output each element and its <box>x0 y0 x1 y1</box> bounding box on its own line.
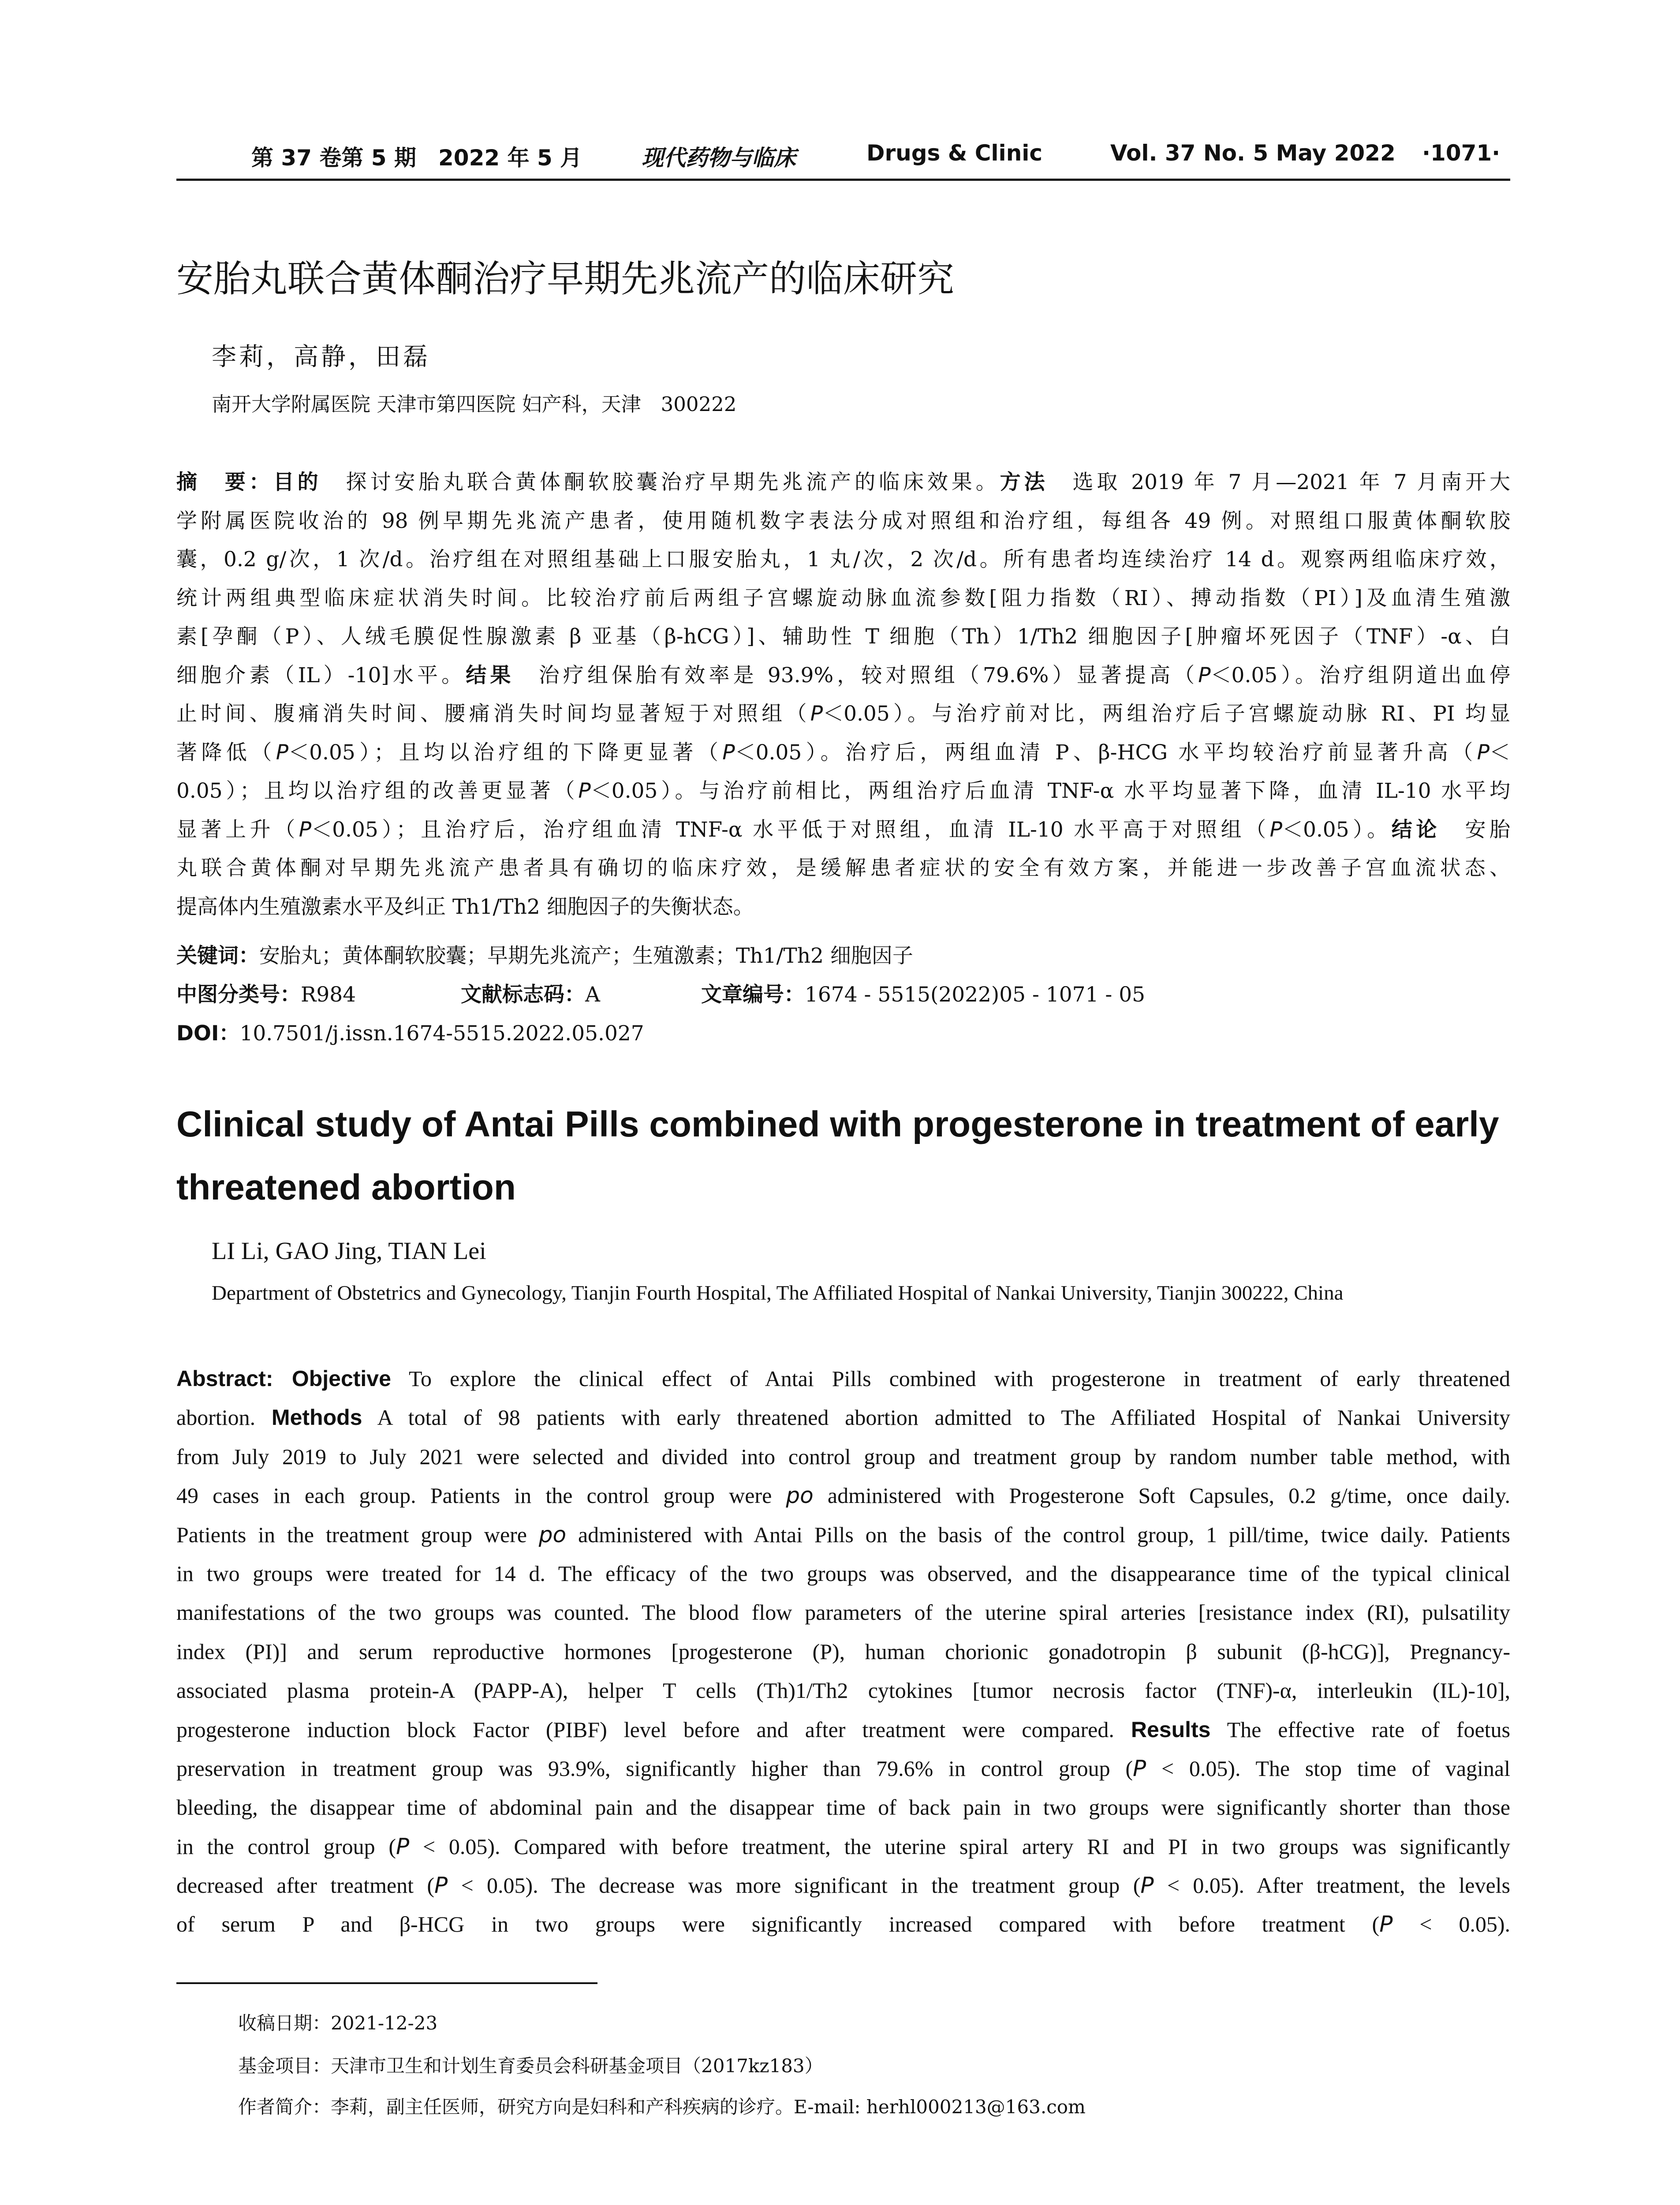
abstract-section-label: Objective <box>291 1366 391 1391</box>
abstract-text: bleeding, the disappear time of abdominal pain and the disappear time of back pain in two groups were significantly shorter than those <box>176 1795 1510 1820</box>
abstract-text: < 0.05). Compared with before treatment, the uterine spiral artery RI and PI in two groups was significantly <box>409 1834 1510 1859</box>
abstract-line <box>176 579 1510 618</box>
abstract-text: 选取 2019 年 7 月—2021 年 7 月南开大 <box>1048 470 1511 494</box>
doi-label: DOI： <box>176 1021 240 1046</box>
abstract-text: of serum P and β-HCG in two groups were significantly increased compared with before treatment ( <box>176 1912 1380 1937</box>
abstract-line <box>176 1476 1510 1515</box>
keywords-value: 安胎丸；黄体酮软胶囊；早期先兆流产；生殖激素；Th1/Th2 细胞因子 <box>259 944 913 968</box>
cn-title: 安胎丸联合黄体酮治疗早期先兆流产的临床研究 <box>176 257 955 300</box>
abstract-line <box>176 1905 1510 1943</box>
abstract-line <box>176 849 1510 888</box>
abstract-line <box>176 1593 1510 1632</box>
footnote-fund <box>238 2052 823 2078</box>
artno-value: 1674 - 5515(2022)05 - 1071 - 05 <box>805 983 1146 1007</box>
abstract-line <box>176 1632 1510 1671</box>
abstract-text: ＜0.05）。治疗组阴道出血停 <box>1210 663 1510 688</box>
cn-classification <box>176 978 356 1008</box>
cn-doc-code <box>461 978 600 1008</box>
abstract-text: progesterone induction block Factor (PIBF) level before and after treatment were compared. <box>176 1717 1131 1742</box>
abstract-text: 囊，0.2 g/次，1 次/d。治疗组在对照组基础上口服安胎丸，1 丸/次，2 次/d。所有患者均连续治疗 14 d。观察两组临床疗效， <box>176 547 1510 572</box>
en-abstract <box>176 1359 1510 1944</box>
abstract-section-label: Methods <box>271 1405 362 1430</box>
abstract-label: 摘 要： <box>176 470 273 494</box>
cn-authors: 李莉，高静，田磊 <box>212 343 430 371</box>
abstract-text: ＜0.05）。治疗后，两组血清 P、β-HCG 水平均较治疗前显著升高（ <box>735 740 1477 765</box>
abstract-line <box>176 1710 1510 1749</box>
abstract-text: in two groups were treated for 14 d. The efficacy of the two groups was observed, and the disappearance time of the typical clinical <box>176 1561 1510 1586</box>
abstract-text: index (PI)] and serum reproductive hormones [progesterone (P), human chorionic gonadotropin β subunit (β-hCG)], Pregnancy- <box>176 1639 1510 1664</box>
keywords-label: 关键词： <box>176 944 259 968</box>
abstract-section-label: Results <box>1131 1717 1211 1742</box>
bio-label: 作者简介： <box>238 2096 331 2118</box>
abstract-line <box>176 1827 1510 1866</box>
abstract-text: 0.05）；且均以治疗组的改善更显著（ <box>176 779 579 803</box>
abstract-text: P <box>299 817 312 842</box>
abstract-text: ＜0.05）。与治疗前相比，两组治疗后血清 TNF-α 水平均显著下降，血清 IL-10 水平均 <box>590 779 1510 803</box>
abstract-text: P <box>1198 663 1211 688</box>
abstract-text: Patients in the treatment group were <box>176 1522 539 1547</box>
abstract-text: ＜0.05）；且治疗后，治疗组血清 TNF-α 水平低于对照组，血清 IL-10 水平高于对照组（ <box>311 817 1270 842</box>
abstract-line <box>176 1866 1510 1905</box>
abstract-text: decreased after treatment ( <box>176 1873 435 1898</box>
abstract-text: from July 2019 to July 2021 were selected and divided into control group and treatment group by random number table method, with <box>176 1444 1510 1469</box>
abstract-text: P <box>396 1833 410 1859</box>
abstract-line <box>176 656 1510 695</box>
footnote-received <box>238 2009 437 2035</box>
abstract-text: P <box>578 779 591 803</box>
abstract-text: P <box>722 740 735 765</box>
header-page-number: ·1071· <box>1422 140 1501 166</box>
abstract-text: P <box>1269 817 1282 842</box>
abstract-text: P <box>1140 1872 1154 1899</box>
abstract-line <box>176 1437 1510 1476</box>
abstract-text: po <box>786 1483 814 1509</box>
header-issue-cn: 第 37 卷第 5 期 2022 年 5 月 <box>251 145 582 171</box>
abstract-text: 学附属医院收治的 98 例早期先兆流产患者，使用随机数字表法分成对照组和治疗组，每组各 49 例。对照组口服黄体酮软胶 <box>176 508 1510 533</box>
cn-doi <box>176 1017 644 1046</box>
en-affiliation: Department of Obstetrics and Gynecology, Tianjin Fourth Hospital, The Affiliated Hospital of Nankai University, Tianjin 300222, China <box>212 1282 1344 1304</box>
abstract-line <box>176 463 1510 502</box>
abstract-text: 显著上升（ <box>176 817 299 842</box>
abstract-text: P <box>1379 1911 1393 1937</box>
abstract-text: 探讨安胎丸联合黄体酮软胶囊治疗早期先兆流产的临床效果。 <box>321 470 1000 494</box>
abstract-text: administered with Antai Pills on the basis of the control group, 1 pill/time, twice daily. Patients <box>566 1522 1510 1547</box>
received-value: 2021-12-23 <box>331 2012 438 2034</box>
abstract-text: ＜0.05）。 <box>1282 817 1392 842</box>
abstract-text: A total of 98 patients with early threatened abortion admitted to The Affiliated Hospital of Nankai University <box>362 1405 1510 1430</box>
footnote-author-bio <box>238 2093 1086 2119</box>
header-rule <box>176 179 1510 181</box>
abstract-text: The effective rate of foetus <box>1210 1717 1510 1742</box>
artno-label: 文章编号： <box>701 983 805 1007</box>
abstract-text: preservation in treatment group was 93.9%, significantly higher than 79.6% in control group ( <box>176 1756 1133 1781</box>
abstract-line <box>176 1398 1510 1437</box>
abstract-section-label: 方法 <box>1000 470 1049 494</box>
cn-keywords <box>176 939 913 969</box>
clc-value: R984 <box>301 983 356 1007</box>
abstract-text: ＜0.05）。与治疗前对比，两组治疗后子宫螺旋动脉 RI、PI 均显 <box>823 702 1511 726</box>
abstract-text: < 0.05). The decrease was more significant in the treatment group ( <box>448 1873 1141 1898</box>
abstract-line <box>176 1788 1510 1827</box>
abstract-text: 统计两组典型临床症状消失时间。比较治疗前后两组子宫螺旋动脉血流参数[阻力指数（RI）、搏动指数（PI）]及血清生殖激 <box>176 586 1510 610</box>
header-journal-cn: 现代药物与临床 <box>642 145 796 171</box>
abstract-line <box>176 1749 1510 1788</box>
abstract-section-label: Abstract: <box>176 1366 292 1391</box>
abstract-line <box>176 695 1510 733</box>
abstract-section-label: 结论 <box>1391 817 1441 842</box>
abstract-text: To explore the clinical effect of Antai Pills combined with progesterone in treatment of early threatened <box>391 1366 1510 1391</box>
received-label: 收稿日期： <box>238 2012 331 2034</box>
cn-article-number <box>701 978 1145 1008</box>
abstract-text: < 0.05). The stop time of vaginal <box>1146 1756 1510 1781</box>
abstract-text: in the control group ( <box>176 1834 396 1859</box>
abstract-line <box>176 617 1510 656</box>
abstract-text: 著降低（ <box>176 740 276 765</box>
abstract-line <box>176 1671 1510 1710</box>
header-journal-en: Drugs & Clinic <box>866 140 1043 166</box>
abstract-line <box>176 811 1510 849</box>
abstract-text: abortion. <box>176 1405 272 1430</box>
abstract-text: manifestations of the two groups was counted. The blood flow parameters of the uterine spiral arteries [resistance index (RI), pulsatility <box>176 1600 1510 1625</box>
abstract-line <box>176 772 1510 811</box>
doccode-label: 文献标志码： <box>461 983 585 1007</box>
abstract-line <box>176 733 1510 772</box>
en-title: Clinical study of Antai Pills combined with progesterone in treatment of early threatened abortion <box>176 1104 1499 1207</box>
abstract-line <box>176 540 1510 579</box>
cn-affiliation: 南开大学附属医院 天津市第四医院 妇产科，天津 300222 <box>212 392 737 416</box>
abstract-text: P <box>1477 740 1490 765</box>
abstract-line <box>176 1515 1510 1554</box>
abstract-text: < 0.05). After treatment, the levels <box>1154 1873 1511 1898</box>
header-issue-en: Vol. 37 No. 5 May 2022 <box>1110 140 1396 166</box>
abstract-text: associated plasma protein-A (PAPP-A), helper T cells (Th)1/Th2 cytokines [tumor necrosis factor (TNF)-α, interleukin (IL)-10], <box>176 1678 1510 1703</box>
abstract-text: ＜0.05）；且均以治疗组的下降更显著（ <box>288 740 723 765</box>
abstract-text: administered with Progesterone Soft Capsules, 0.2 g/time, once daily. <box>813 1483 1510 1508</box>
cn-abstract <box>176 463 1510 926</box>
abstract-text: ＜ <box>1490 740 1511 765</box>
abstract-text: P <box>434 1872 448 1899</box>
abstract-text: P <box>1133 1755 1146 1781</box>
clc-label: 中图分类号： <box>176 983 301 1007</box>
abstract-line <box>176 1359 1510 1398</box>
abstract-text: 49 cases in each group. Patients in the control group were <box>176 1483 786 1508</box>
abstract-text: 细胞介素（IL）-10]水平。 <box>176 663 466 688</box>
abstract-section-label: 结果 <box>466 663 515 688</box>
abstract-text: 丸联合黄体酮对早期先兆流产患者具有确切的临床疗效，是缓解患者症状的安全有效方案，并能进一步改善子宫血流状态、 <box>176 856 1510 880</box>
abstract-line <box>176 888 1510 927</box>
abstract-section-label: 目的 <box>273 470 322 494</box>
abstract-line <box>176 502 1510 541</box>
bio-value: 李莉，副主任医师，研究方向是妇科和产科疾病的诊疗。E-mail: herhl000213@163.com <box>331 2096 1086 2118</box>
en-authors: LI Li, GAO Jing, TIAN Lei <box>212 1237 486 1265</box>
abstract-text: 提高体内生殖激素水平及纠正 Th1/Th2 细胞因子的失衡状态。 <box>176 894 754 919</box>
abstract-text: P <box>276 740 289 765</box>
abstract-text: 安胎 <box>1440 817 1511 842</box>
doccode-value: A <box>585 983 600 1007</box>
abstract-text: 素[孕酮（P）、人绒毛膜促性腺激素 β 亚基（β-hCG）]、辅助性 T 细胞（Th）1/Th2 细胞因子[肿瘤坏死因子（TNF）-α、白 <box>176 624 1510 649</box>
abstract-text: P <box>810 702 823 726</box>
abstract-line <box>176 1554 1510 1593</box>
abstract-text: po <box>538 1521 567 1547</box>
footnote-rule <box>176 1982 597 1984</box>
doi-value: 10.7501/j.issn.1674-5515.2022.05.027 <box>239 1021 644 1046</box>
fund-label: 基金项目： <box>238 2055 331 2077</box>
abstract-text: < 0.05). <box>1393 1912 1510 1937</box>
fund-value: 天津市卫生和计划生育委员会科研基金项目（2017kz183） <box>331 2055 823 2077</box>
abstract-text: 止时间、腹痛消失时间、腰痛消失时间均显著短于对照组（ <box>176 702 810 726</box>
abstract-text: 治疗组保胎有效率是 93.9%，较对照组（79.6%）显著提高（ <box>514 663 1198 688</box>
